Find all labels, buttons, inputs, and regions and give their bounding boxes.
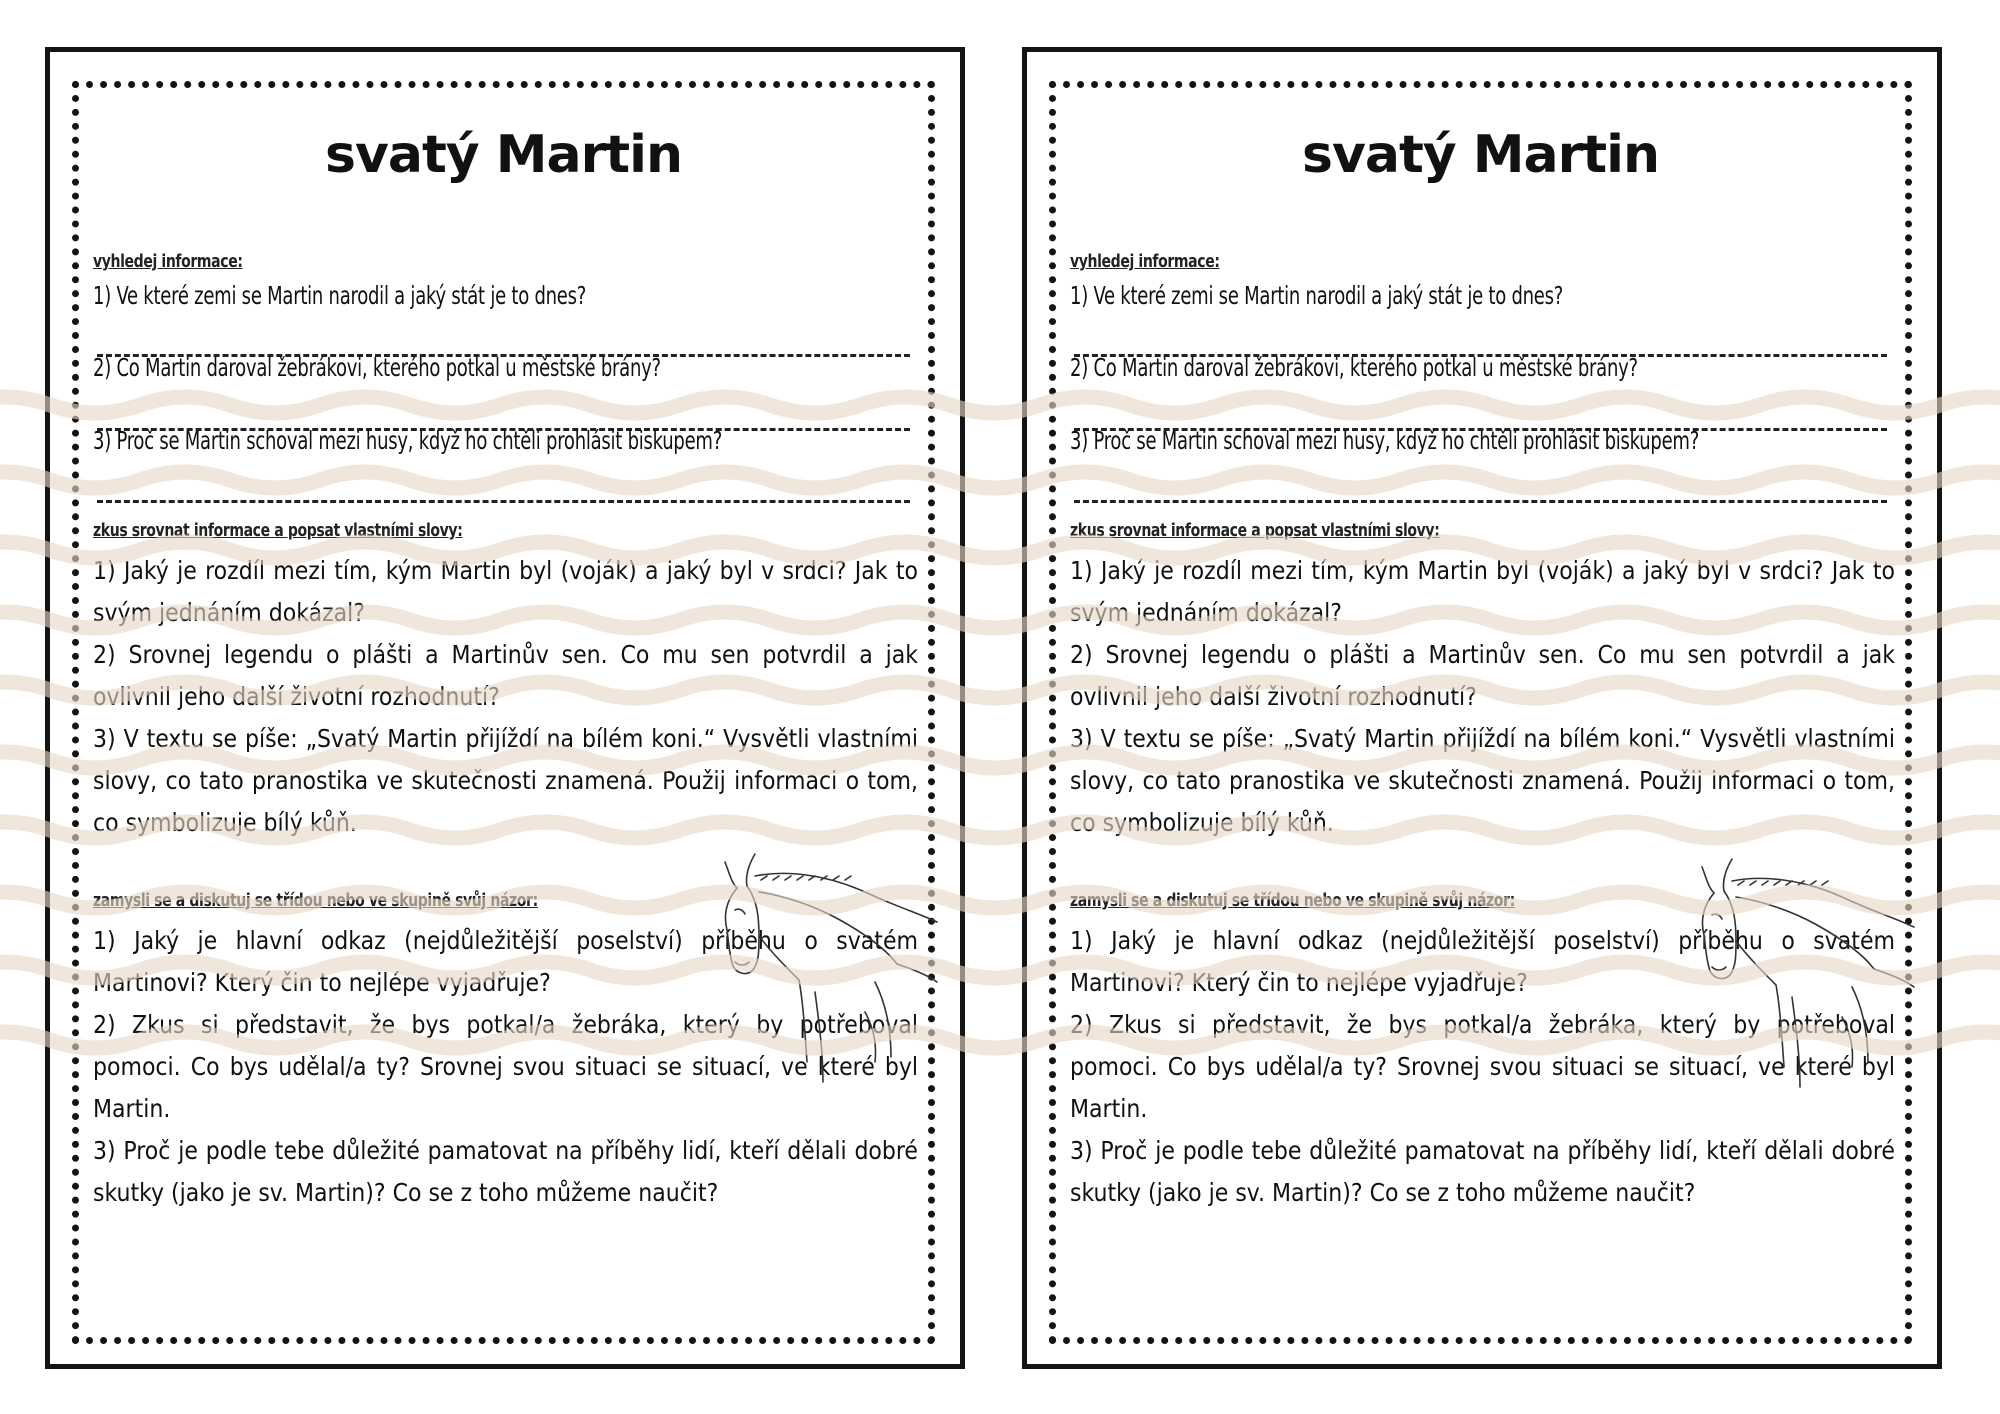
section-label-search: vyhledej informace: — [93, 251, 243, 272]
answer-line-3[interactable] — [1074, 500, 1887, 503]
horse-illustration — [715, 852, 940, 1092]
worksheet-card-left — [45, 47, 965, 1369]
section-label-discuss: zamysli se a diskutuj se třídou nebo ve skupině svůj názor: — [93, 890, 538, 911]
search-question-2: 2) Co Martin daroval žebrákovi, kterého potkal u městské brány? — [1070, 353, 1638, 382]
discuss-question-1: 1) Jaký je hlavní odkaz (nejdůležitější poselství) příběhu o svatém Martinovi? Který čin to nejlépe vyjadřuje? — [93, 926, 918, 997]
compare-question-1: 1) Jaký je rozdíl mezi tím, kým Martin byl (voják) a jaký byl v srdci? Jak to svým jednáním dokázal? — [93, 556, 918, 627]
discuss-question-3: 3) Proč je podle tebe důležité pamatovat na příběhy lidí, kteří dělali dobré skutky (jako je sv. Martin)? Co se z toho můžeme naučit? — [93, 1136, 918, 1207]
search-question-1: 1) Ve které zemi se Martin narodil a jaký stát je to dnes? — [1070, 281, 1564, 310]
section-label-compare: zkus srovnat informace a popsat vlastními slovy: — [1070, 520, 1440, 541]
compare-questions — [93, 550, 918, 844]
compare-question-2: 2) Srovnej legendu o plášti a Martinův sen. Co mu sen potvrdil a jak ovlivnil jeho další životní rozhodnutí? — [1070, 640, 1895, 711]
section-label-compare: zkus srovnat informace a popsat vlastními slovy: — [93, 520, 463, 541]
compare-question-3: 3) V textu se píše: „Svatý Martin přijíždí na bílém koni.“ Vysvětli vlastními slovy, co tato pranostika ve skutečnosti znamená. Použij informaci o tom, co symbolizuje bílý kůň. — [1070, 724, 1895, 837]
answer-line-3[interactable] — [97, 500, 910, 503]
compare-question-2: 2) Srovnej legendu o plášti a Martinův sen. Co mu sen potvrdil a jak ovlivnil jeho další životní rozhodnutí? — [93, 640, 918, 711]
dotted-frame — [72, 81, 935, 1344]
worksheet-title: svatý Martin — [325, 125, 682, 185]
compare-question-3: 3) V textu se píše: „Svatý Martin přijíždí na bílém koni.“ Vysvětli vlastními slovy, co tato pranostika ve skutečnosti znamená. Použij informaci o tom, co symbolizuje bílý kůň. — [93, 724, 918, 837]
search-question-2: 2) Co Martin daroval žebrákovi, kterého potkal u městské brány? — [93, 353, 661, 382]
worksheet-card-right — [1022, 47, 1942, 1369]
search-question-3: 3) Proč se Martin schoval mezi husy, když ho chtěli prohlásit biskupem? — [93, 426, 723, 455]
search-question-3: 3) Proč se Martin schoval mezi husy, když ho chtěli prohlásit biskupem? — [1070, 426, 1700, 455]
compare-question-1: 1) Jaký je rozdíl mezi tím, kým Martin byl (voják) a jaký byl v srdci? Jak to svým jednáním dokázal? — [1070, 556, 1895, 627]
section-label-search: vyhledej informace: — [1070, 251, 1220, 272]
section-label-discuss: zamysli se a diskutuj se třídou nebo ve skupině svůj názor: — [1070, 890, 1515, 911]
discuss-question-1: 1) Jaký je hlavní odkaz (nejdůležitější poselství) příběhu o svatém Martinovi? Který čin to nejlépe vyjadřuje? — [1070, 926, 1895, 997]
horse-illustration — [1692, 857, 1917, 1097]
compare-questions — [1070, 550, 1895, 844]
dotted-frame — [1049, 81, 1912, 1344]
worksheet-title: svatý Martin — [1302, 125, 1659, 185]
search-question-1: 1) Ve které zemi se Martin narodil a jaký stát je to dnes? — [93, 281, 587, 310]
discuss-question-2: 2) Zkus si představit, že bys potkal/a žebráka, který by potřeboval pomoci. Co bys udělal/a ty? Srovnej svou situaci se situací, ve které byl Martin. — [1070, 1010, 1895, 1123]
discuss-question-3: 3) Proč je podle tebe důležité pamatovat na příběhy lidí, kteří dělali dobré skutky (jako je sv. Martin)? Co se z toho můžeme naučit? — [1070, 1136, 1895, 1207]
discuss-question-2: 2) Zkus si představit, že bys potkal/a žebráka, který by potřeboval pomoci. Co bys udělal/a ty? Srovnej svou situaci se situací, ve které byl Martin. — [93, 1010, 918, 1123]
